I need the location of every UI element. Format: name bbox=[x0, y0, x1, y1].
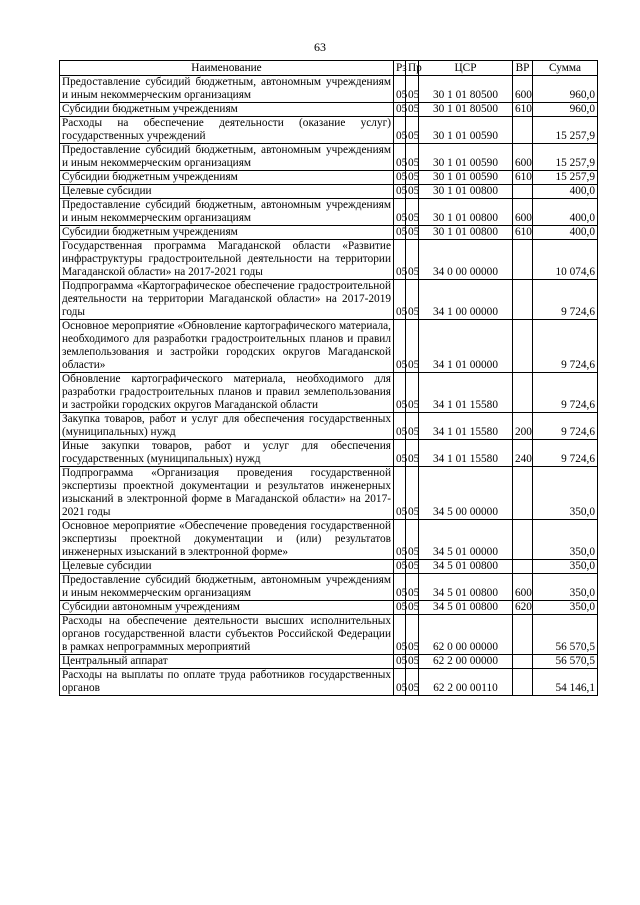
cell-sum: 56 570,5 bbox=[533, 615, 598, 655]
cell-pr: 05 bbox=[406, 280, 419, 320]
table-row bbox=[60, 520, 598, 560]
cell-vr: 200 bbox=[513, 413, 533, 440]
cell-sum: 9 724,6 bbox=[533, 280, 598, 320]
cell-rz: 05 bbox=[394, 76, 406, 103]
cell-csr: 34 1 01 15580 bbox=[419, 373, 513, 413]
table-row bbox=[60, 560, 598, 574]
cell-csr: 30 1 01 00590 bbox=[419, 117, 513, 144]
cell-vr bbox=[513, 655, 533, 669]
cell-pr: 05 bbox=[406, 601, 419, 615]
cell-pr: 05 bbox=[406, 103, 419, 117]
cell-rz: 05 bbox=[394, 117, 406, 144]
table-row bbox=[60, 655, 598, 669]
cell-rz: 05 bbox=[394, 655, 406, 669]
cell-sum: 350,0 bbox=[533, 467, 598, 520]
cell-csr: 34 5 01 00000 bbox=[419, 520, 513, 560]
cell-sum: 350,0 bbox=[533, 601, 598, 615]
cell-vr bbox=[513, 669, 533, 696]
header-vr: ВР bbox=[513, 61, 533, 76]
cell-name: Субсидии бюджетным учреждениям bbox=[60, 226, 394, 240]
cell-name: Основное мероприятие «Обеспечение проведения государственной экспертизы проектной документации и (или) результатов инженерных изысканий в электронной форме» bbox=[60, 520, 394, 560]
cell-name: Предоставление субсидий бюджетным, автономным учреждениям и иным некоммерческим организациям bbox=[60, 199, 394, 226]
header-pr: Пр bbox=[406, 61, 419, 76]
table-row bbox=[60, 669, 598, 696]
cell-pr: 05 bbox=[406, 520, 419, 560]
cell-name: Целевые субсидии bbox=[60, 560, 394, 574]
table-row bbox=[60, 615, 598, 655]
budget-table bbox=[59, 60, 598, 696]
cell-name: Субсидии автономным учреждениям bbox=[60, 601, 394, 615]
cell-pr: 05 bbox=[406, 76, 419, 103]
cell-name: Предоставление субсидий бюджетным, автономным учреждениям и иным некоммерческим организациям bbox=[60, 574, 394, 601]
cell-csr: 62 0 00 00000 bbox=[419, 615, 513, 655]
cell-sum: 15 257,9 bbox=[533, 144, 598, 171]
cell-rz: 05 bbox=[394, 199, 406, 226]
cell-csr: 30 1 01 00800 bbox=[419, 185, 513, 199]
cell-vr: 600 bbox=[513, 144, 533, 171]
cell-csr: 34 0 00 00000 bbox=[419, 240, 513, 280]
cell-csr: 30 1 01 00800 bbox=[419, 226, 513, 240]
cell-vr bbox=[513, 615, 533, 655]
cell-csr: 30 1 01 80500 bbox=[419, 76, 513, 103]
cell-sum: 350,0 bbox=[533, 574, 598, 601]
cell-pr: 05 bbox=[406, 240, 419, 280]
cell-pr: 05 bbox=[406, 413, 419, 440]
cell-name: Расходы на обеспечение деятельности (оказание услуг) государственных учреждений bbox=[60, 117, 394, 144]
table-row bbox=[60, 280, 598, 320]
cell-pr: 05 bbox=[406, 669, 419, 696]
cell-name: Субсидии бюджетным учреждениям bbox=[60, 103, 394, 117]
cell-sum: 400,0 bbox=[533, 185, 598, 199]
cell-vr bbox=[513, 467, 533, 520]
cell-sum: 56 570,5 bbox=[533, 655, 598, 669]
cell-sum: 960,0 bbox=[533, 103, 598, 117]
cell-sum: 9 724,6 bbox=[533, 440, 598, 467]
cell-sum: 400,0 bbox=[533, 226, 598, 240]
table-row bbox=[60, 601, 598, 615]
cell-rz: 05 bbox=[394, 560, 406, 574]
cell-sum: 9 724,6 bbox=[533, 320, 598, 373]
cell-name: Основное мероприятие «Обновление картографического материала, необходимого для разработки градостроительных планов и правил землепользования и застройки городских округов Магаданской области» bbox=[60, 320, 394, 373]
table-row bbox=[60, 171, 598, 185]
cell-pr: 05 bbox=[406, 320, 419, 373]
cell-vr bbox=[513, 560, 533, 574]
cell-vr bbox=[513, 117, 533, 144]
cell-name: Целевые субсидии bbox=[60, 185, 394, 199]
cell-csr: 34 5 01 00800 bbox=[419, 560, 513, 574]
cell-vr bbox=[513, 240, 533, 280]
table-row bbox=[60, 467, 598, 520]
cell-vr bbox=[513, 185, 533, 199]
cell-csr: 62 2 00 00000 bbox=[419, 655, 513, 669]
table-row bbox=[60, 320, 598, 373]
cell-name: Подпрограмма «Организация проведения государственной экспертизы проектной документации и результатов инженерных изысканий в электронной форме в Магаданской области» на 2017-2021 годы bbox=[60, 467, 394, 520]
cell-rz: 05 bbox=[394, 320, 406, 373]
cell-csr: 34 1 00 00000 bbox=[419, 280, 513, 320]
cell-name: Расходы на выплаты по оплате труда работников государственных органов bbox=[60, 669, 394, 696]
cell-pr: 05 bbox=[406, 615, 419, 655]
cell-vr bbox=[513, 320, 533, 373]
cell-name: Иные закупки товаров, работ и услуг для обеспечения государственных (муниципальных) нужд bbox=[60, 440, 394, 467]
cell-sum: 10 074,6 bbox=[533, 240, 598, 280]
cell-name: Расходы на обеспечение деятельности высших исполнительных органов государственной власти субъектов Российской Федерации в рамках непрограммных мероприятий bbox=[60, 615, 394, 655]
cell-pr: 05 bbox=[406, 655, 419, 669]
cell-rz: 05 bbox=[394, 669, 406, 696]
cell-rz: 05 bbox=[394, 240, 406, 280]
cell-sum: 350,0 bbox=[533, 560, 598, 574]
table-row bbox=[60, 413, 598, 440]
cell-vr: 610 bbox=[513, 226, 533, 240]
cell-csr: 30 1 01 00590 bbox=[419, 171, 513, 185]
table-row bbox=[60, 103, 598, 117]
cell-rz: 05 bbox=[394, 601, 406, 615]
cell-pr: 05 bbox=[406, 199, 419, 226]
header-csr: ЦСР bbox=[419, 61, 513, 76]
cell-vr: 600 bbox=[513, 76, 533, 103]
cell-csr: 62 2 00 00110 bbox=[419, 669, 513, 696]
cell-name: Предоставление субсидий бюджетным, автономным учреждениям и иным некоммерческим организациям bbox=[60, 76, 394, 103]
cell-rz: 05 bbox=[394, 185, 406, 199]
cell-vr: 240 bbox=[513, 440, 533, 467]
table-row bbox=[60, 144, 598, 171]
table-row bbox=[60, 574, 598, 601]
table-row bbox=[60, 76, 598, 103]
cell-vr: 610 bbox=[513, 171, 533, 185]
cell-csr: 30 1 01 80500 bbox=[419, 103, 513, 117]
cell-name: Подпрограмма «Картографическое обеспечение градостроительной деятельности на территории Магаданской области» на 2017-2019 годы bbox=[60, 280, 394, 320]
cell-vr bbox=[513, 373, 533, 413]
table-row bbox=[60, 199, 598, 226]
cell-rz: 05 bbox=[394, 615, 406, 655]
cell-rz: 05 bbox=[394, 467, 406, 520]
cell-name: Закупка товаров, работ и услуг для обеспечения государственных (муниципальных) нужд bbox=[60, 413, 394, 440]
cell-rz: 05 bbox=[394, 103, 406, 117]
cell-pr: 05 bbox=[406, 440, 419, 467]
cell-name: Государственная программа Магаданской области «Развитие инфраструктуры градостроительной деятельности на территории Магаданской области» на 2017-2021 годы bbox=[60, 240, 394, 280]
cell-vr: 610 bbox=[513, 103, 533, 117]
cell-csr: 34 5 01 00800 bbox=[419, 601, 513, 615]
cell-sum: 9 724,6 bbox=[533, 413, 598, 440]
cell-pr: 05 bbox=[406, 560, 419, 574]
cell-sum: 15 257,9 bbox=[533, 171, 598, 185]
cell-sum: 400,0 bbox=[533, 199, 598, 226]
cell-rz: 05 bbox=[394, 574, 406, 601]
cell-name: Предоставление субсидий бюджетным, автономным учреждениям и иным некоммерческим организациям bbox=[60, 144, 394, 171]
cell-pr: 05 bbox=[406, 171, 419, 185]
cell-rz: 05 bbox=[394, 440, 406, 467]
cell-csr: 34 5 00 00000 bbox=[419, 467, 513, 520]
cell-rz: 05 bbox=[394, 520, 406, 560]
cell-sum: 960,0 bbox=[533, 76, 598, 103]
cell-csr: 34 1 01 15580 bbox=[419, 413, 513, 440]
cell-pr: 05 bbox=[406, 117, 419, 144]
cell-rz: 05 bbox=[394, 171, 406, 185]
cell-csr: 34 1 01 00000 bbox=[419, 320, 513, 373]
cell-sum: 54 146,1 bbox=[533, 669, 598, 696]
cell-sum: 15 257,9 bbox=[533, 117, 598, 144]
cell-vr: 600 bbox=[513, 574, 533, 601]
cell-name: Субсидии бюджетным учреждениям bbox=[60, 171, 394, 185]
cell-csr: 34 5 01 00800 bbox=[419, 574, 513, 601]
table-header-row bbox=[60, 61, 598, 76]
header-sum: Сумма bbox=[533, 61, 598, 76]
cell-pr: 05 bbox=[406, 373, 419, 413]
cell-csr: 30 1 01 00590 bbox=[419, 144, 513, 171]
table-row bbox=[60, 117, 598, 144]
cell-rz: 05 bbox=[394, 373, 406, 413]
cell-vr: 620 bbox=[513, 601, 533, 615]
cell-rz: 05 bbox=[394, 144, 406, 171]
cell-rz: 05 bbox=[394, 280, 406, 320]
table-row bbox=[60, 440, 598, 467]
table-row bbox=[60, 373, 598, 413]
cell-pr: 05 bbox=[406, 185, 419, 199]
page-number: 63 bbox=[314, 40, 326, 54]
cell-vr bbox=[513, 520, 533, 560]
cell-pr: 05 bbox=[406, 467, 419, 520]
cell-pr: 05 bbox=[406, 144, 419, 171]
table-row bbox=[60, 185, 598, 199]
cell-pr: 05 bbox=[406, 574, 419, 601]
cell-sum: 9 724,6 bbox=[533, 373, 598, 413]
cell-name: Центральный аппарат bbox=[60, 655, 394, 669]
cell-rz: 05 bbox=[394, 226, 406, 240]
header-rz: Рз bbox=[394, 61, 406, 76]
header-name: Наименование bbox=[60, 61, 394, 76]
table-row bbox=[60, 240, 598, 280]
cell-rz: 05 bbox=[394, 413, 406, 440]
table-row bbox=[60, 226, 598, 240]
cell-csr: 34 1 01 15580 bbox=[419, 440, 513, 467]
cell-sum: 350,0 bbox=[533, 520, 598, 560]
cell-vr: 600 bbox=[513, 199, 533, 226]
cell-vr bbox=[513, 280, 533, 320]
cell-name: Обновление картографического материала, необходимого для разработки градостроительных планов и правил землепользования и застройки городских округов Магаданской области bbox=[60, 373, 394, 413]
cell-csr: 30 1 01 00800 bbox=[419, 199, 513, 226]
cell-pr: 05 bbox=[406, 226, 419, 240]
